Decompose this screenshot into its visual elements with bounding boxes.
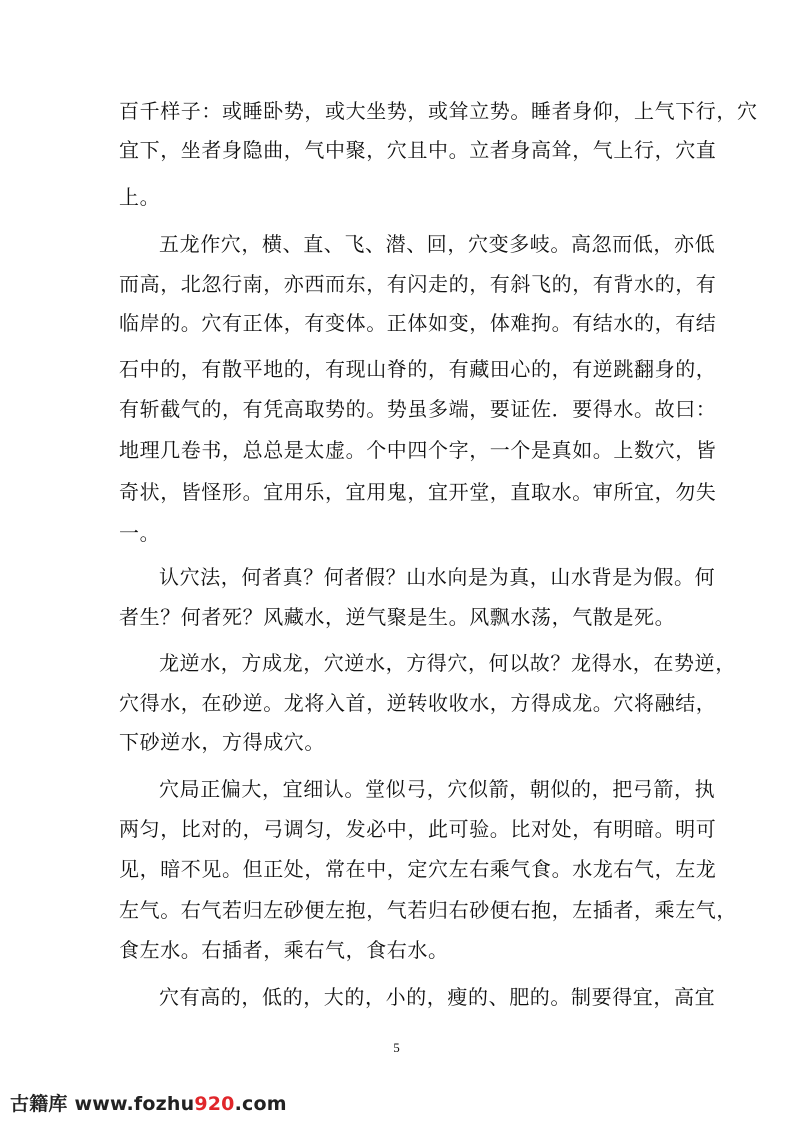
text-line: 龙逆水，方成龙，穴逆水，方得穴，何以故？龙得水，在势逆， [159,651,736,675]
watermark-site-name: 古籍库 [10,1093,68,1115]
text-line: 而高，北忽行南，亦西而东，有闪走的，有斜飞的，有背水的，有 [119,272,717,296]
text-line: 一。 [119,521,161,545]
watermark-url-prefix: www.fozhu [74,1093,195,1115]
text-line: 见，暗不见。但正处，常在中，定穴左右乘气食。水龙右气，左龙 [119,857,717,881]
text-line: 穴局正偏大，宜细认。堂似弓，穴似箭，朝似的，把弓箭，执 [159,777,716,801]
text-line: 者生？何者死？风藏水，逆气聚是生。风飘水荡，气散是死。 [119,605,676,629]
text-line: 百千样子：或睡卧势，或大坐势，或耸立势。睡者身仰，上气下行，穴 [119,99,758,123]
text-line: 认穴法，何者真？何者假？山水向是为真，山水背是为假。何 [159,565,716,589]
text-line: 临岸的。穴有正体，有变体。正体如变，体难拘。有结水的，有结 [119,311,717,335]
page-number: 5 [393,1040,400,1055]
site-watermark [10,1089,287,1116]
watermark-url-number: 920 [194,1093,235,1115]
text-line: 左气。右气若归左砂便左抱，气若归右砂便右抱，左插者，乘左气， [119,898,737,922]
text-line: 穴有高的，低的，大的，小的，瘦的、肥的。制要得宜，高宜 [159,985,716,1009]
text-line: 有斩截气的，有凭高取势的。势虽多端，要证佐．要得水。故曰： [119,397,717,421]
text-line: 两匀，比对的，弓调匀，发必中，此可验。比对处，有明暗。明可 [119,817,717,841]
text-line: 石中的，有散平地的，有现山脊的，有藏田心的，有逆跳翻身的， [119,357,717,381]
text-line: 食左水。右插者，乘右气，食右水。 [119,938,449,962]
text-line: 五龙作穴，横、直、飞、潜、回，穴变多岐。高忽而低，亦低 [159,232,716,256]
text-line: 下砂逆水，方得成穴。 [119,730,325,754]
text-line: 穴得水，在砂逆。龙将入首，逆转收收水，方得成龙。穴将融结， [119,691,717,715]
text-line: 宜下，坐者身隐曲，气中聚，穴且中。立者身高耸，气上行，穴直 [119,138,717,162]
watermark-url-suffix: .com [234,1093,287,1115]
text-line: 地理几卷书，总总是太虚。个中四个字，一个是真如。上数穴，皆 [119,438,717,462]
text-line: 上。 [119,185,161,209]
text-line: 奇状，皆怪形。宜用乐，宜用鬼，宜开堂，直取水。审所宜，勿失 [119,480,717,504]
